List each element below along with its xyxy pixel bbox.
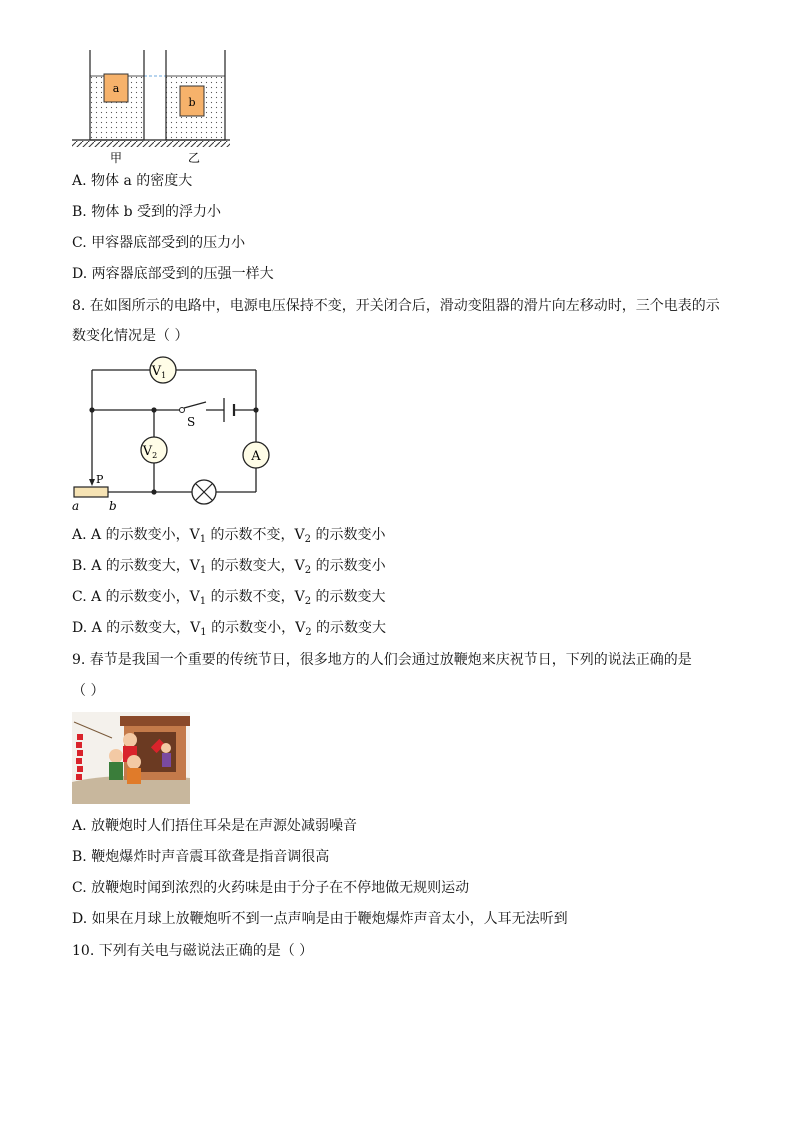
q9-stem-line2: （ ）: [72, 683, 105, 699]
block-a-label: a: [112, 82, 120, 95]
container-yi-label: 乙: [187, 151, 201, 165]
switch-label: S: [187, 415, 196, 429]
q8-option-d: D. A 的示数变大，$V_1$ 的示数变小，$V_2$ 的示数变大: [72, 620, 387, 638]
rheostat: [74, 487, 108, 497]
q7-option-c: C. 甲容器底部受到的压力小: [72, 235, 246, 251]
rheostat-end-a: a: [72, 499, 80, 513]
q8-option-b: B. A 的示数变大，$V_1$ 的示数变大，$V_2$ 的示数变小: [72, 558, 386, 576]
v1-subscript: 1: [161, 371, 167, 380]
circuit-figure: [66, 352, 276, 518]
block-b-label: b: [188, 96, 196, 109]
switch-contact: [180, 408, 185, 413]
q7-option-d: D. 两容器底部受到的压强一样大: [72, 266, 274, 282]
v2-subscript: 2: [152, 451, 158, 460]
q8-stem-line1: 8. 在如图所示的电路中，电源电压保持不变，开关闭合后，滑动变阻器的滑片向左移动时，三个电表的示: [72, 298, 720, 314]
q8-option-c: C. A 的示数变小，$V_1$ 的示数不变，$V_2$ 的示数变大: [72, 589, 386, 607]
firecracker-illustration: [72, 712, 190, 804]
q7-option-a: A. 物体 a 的密度大: [72, 173, 193, 189]
q8-stem-line2: 数变化情况是（ ）: [72, 328, 189, 344]
q9-option-a: A. 放鞭炮时人们捂住耳朵是在声源处减弱噪音: [72, 818, 358, 834]
v1-label: V: [151, 364, 162, 379]
q10-stem: 10. 下列有关电与磁说法正确的是（ ）: [72, 943, 314, 959]
ammeter-label: A: [251, 449, 261, 464]
rheostat-end-b: b: [109, 499, 117, 513]
slider-label: P: [96, 473, 104, 486]
q9-stem-line1: 9. 春节是我国一个重要的传统节日，很多地方的人们会通过放鞭炮来庆祝节日，下列的说法正确的是: [72, 652, 692, 668]
slider-arrow-icon: [89, 479, 95, 486]
containers-figure: [70, 46, 240, 170]
v2-label: V: [142, 444, 153, 459]
container-jia-label: 甲: [109, 151, 123, 165]
q9-option-d: D. 如果在月球上放鞭炮听不到一点声响是由于鞭炮爆炸声音太小，人耳无法听到: [72, 911, 568, 927]
q8-option-a: A. A 的示数变小，$V_1$ 的示数不变，$V_2$ 的示数变小: [72, 527, 386, 545]
q9-option-b: B. 鞭炮爆炸时声音震耳欲聋是指音调很高: [72, 849, 330, 865]
q7-option-b: B. 物体 b 受到的浮力小: [72, 204, 222, 220]
q9-option-c: C. 放鞭炮时闻到浓烈的火药味是由于分子在不停地做无规则运动: [72, 880, 470, 896]
